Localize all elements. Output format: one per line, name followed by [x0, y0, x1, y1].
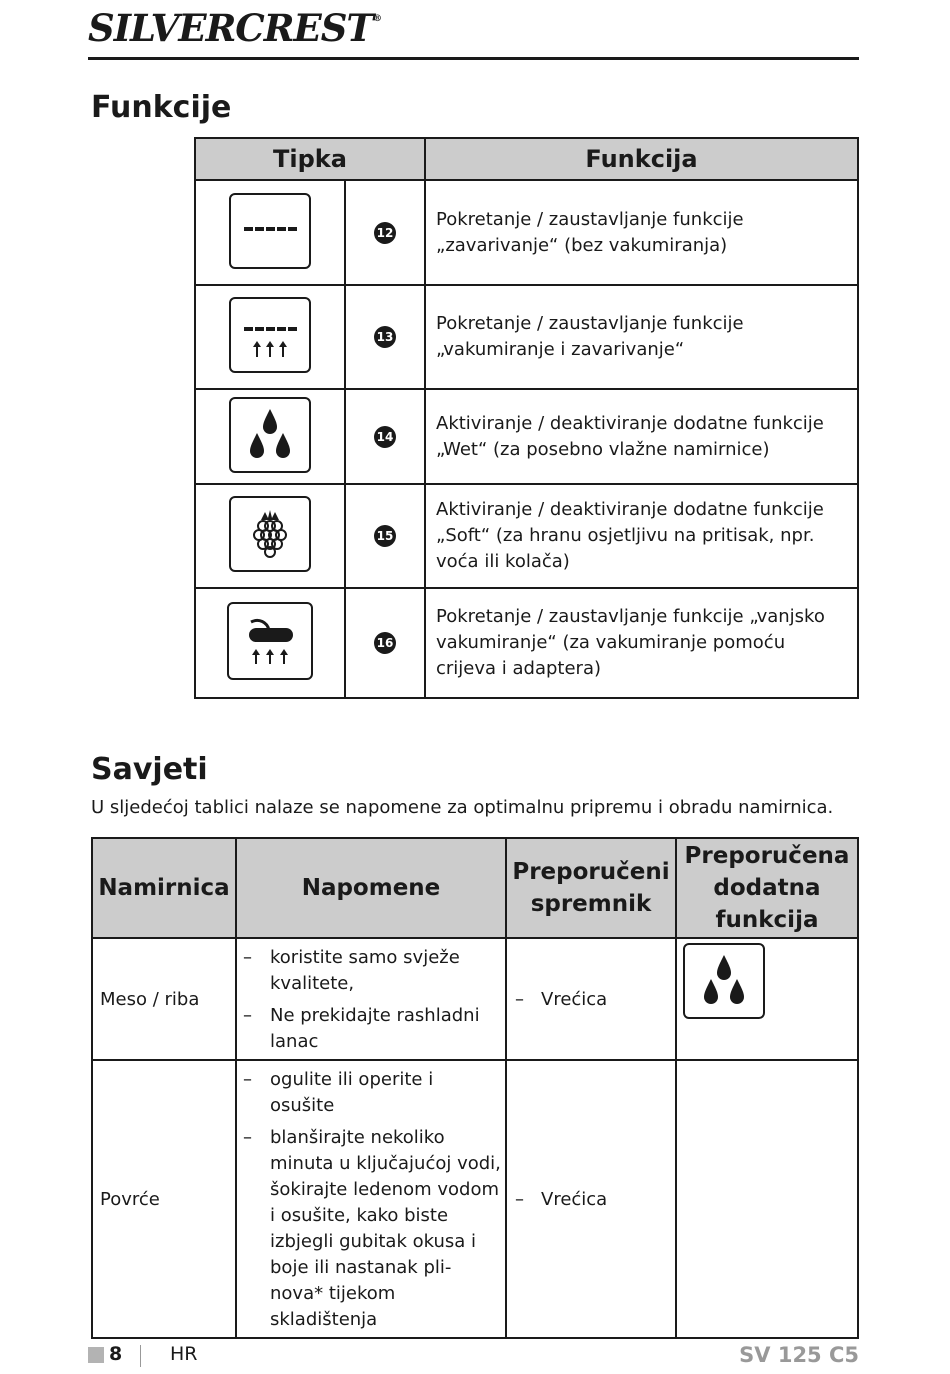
notes-cell	[236, 938, 506, 1060]
function-description: Pokretanje / zaustavljanje funkcije „vakumiranje i zavarivanje“	[425, 285, 858, 389]
food-cell: Meso / riba	[92, 938, 236, 1060]
table-row	[92, 1060, 858, 1338]
food-cell: Povrće	[92, 1060, 236, 1338]
vacuum-seal-icon	[229, 297, 311, 373]
function-description: Pokretanje / zaustavljanje funkcije „zavarivanje“ (bez vakumiranja)	[425, 180, 858, 285]
functions-title: Funkcije	[91, 90, 232, 125]
note-item: – Ne prekidajte rashladni lanac	[243, 1005, 480, 1052]
note-item: – ogulite ili operite i osušite	[243, 1069, 434, 1116]
raspberry-icon	[229, 496, 311, 572]
function-row	[195, 285, 858, 389]
col-extra-header: Preporučena dodatna funkcija	[676, 838, 858, 938]
function-row	[195, 389, 858, 484]
function-number: 14	[374, 426, 396, 448]
container-cell: – Vrećica	[506, 938, 676, 1060]
water-drops-icon	[229, 397, 311, 473]
col-food-header: Namirnica	[92, 838, 236, 938]
tips-intro: U sljedećoj tablici nalaze se napomene za optimalnu pripremu i obradu namirnica.	[91, 797, 834, 818]
function-number: 16	[374, 632, 396, 654]
function-description: Pokretanje / zaustavljanje funkcije „vanjsko vakumiranje“ (za vakumiranje pomoću crijeva i adaptera)	[425, 588, 858, 698]
function-row	[195, 588, 858, 698]
col-function-header: Funkcija	[425, 138, 858, 180]
function-description: Aktiviranje / deaktiviranje dodatne funkcije „Soft“ (za hranu osjetljivu na pritisak, npr. voća ili kolača)	[425, 484, 858, 588]
registered-mark: ®	[372, 14, 381, 24]
water-drops-icon	[683, 943, 765, 1019]
function-number: 13	[374, 326, 396, 348]
model-number: SV 125 C5	[739, 1343, 859, 1367]
notes-cell	[236, 1060, 506, 1338]
external-vacuum-icon	[227, 602, 313, 680]
brand-name: SILVERCREST	[88, 6, 373, 50]
extra-cell	[676, 1060, 858, 1338]
function-number: 12	[374, 222, 396, 244]
functions-header-row	[195, 138, 858, 180]
col-button-header: Tipka	[195, 138, 425, 180]
function-number: 15	[374, 525, 396, 547]
seal-icon	[229, 193, 311, 269]
col-notes-header: Napomene	[236, 838, 506, 938]
tips-header-row	[92, 838, 858, 938]
note-item: – blanširajte nekoliko minuta u ključajućoj vodi, šokirajte ledenom vodom i osušite, kako biste izbjegli gubitak okusa i boje ili nastanak pli-nova* tijekom skladištenja	[243, 1127, 501, 1330]
function-description: Aktiviranje / deaktiviranje dodatne funkcije „Wet“ (za posebno vlažne namirnice)	[425, 389, 858, 484]
language-code: HR	[170, 1343, 198, 1365]
function-row	[195, 484, 858, 588]
page-marker	[88, 1347, 104, 1363]
note-item: – koristite samo svježe kvalitete,	[243, 947, 460, 994]
container-cell: – Vrećica	[506, 1060, 676, 1338]
table-row	[92, 938, 858, 1060]
function-row	[195, 180, 858, 285]
extra-cell	[676, 938, 858, 1060]
page-number: 8	[109, 1343, 123, 1365]
tips-title: Savjeti	[91, 752, 208, 787]
footer-separator	[140, 1345, 141, 1367]
tips-table	[91, 837, 859, 1339]
header-rule	[88, 57, 859, 60]
brand-logo	[88, 6, 381, 50]
col-container-header: Preporučeni spremnik	[506, 838, 676, 938]
functions-table	[194, 137, 859, 699]
